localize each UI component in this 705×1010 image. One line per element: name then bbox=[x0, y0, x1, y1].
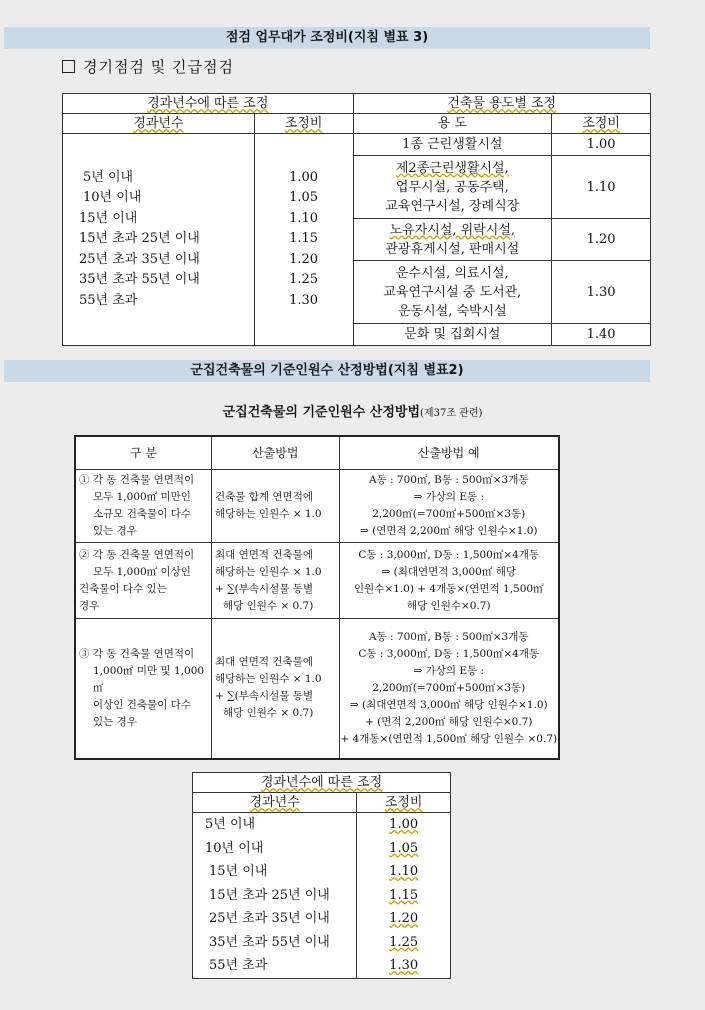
section-band-cluster-building: 군집건축물의 기준인원수 산정방법(지침 별표2) bbox=[4, 360, 650, 382]
header-example: 산출방법 예 bbox=[339, 436, 559, 470]
col-adj2-header: 조정비 bbox=[552, 114, 651, 134]
header-method: 산출방법 bbox=[212, 436, 339, 470]
use-row-4: 운수시설, 의료시설, 교육연구시설 중 도서관, 운동시설, 숙박시설 bbox=[353, 261, 552, 324]
subheading-text: 경기점검 및 긴급점검 bbox=[83, 58, 234, 76]
use-row-3: 노유자시설, 위락시설, 관광휴게시설, 판매시설 bbox=[353, 219, 552, 261]
row2-category: ② 각 동 건축물 연면적이 모두 1,000㎡ 이상인 건축물이 다수 있는 경우 bbox=[75, 543, 212, 619]
use-ratio-2: 1.10 bbox=[552, 156, 651, 219]
cluster-table-title: 군집건축물의 기준인원수 산정방법(제37조 관련) bbox=[222, 405, 483, 420]
row1-category: ① 각 동 건축물 연면적이 모두 1,000㎡ 미만인 소규모 건축물이 다수 있는 경우 bbox=[75, 470, 212, 543]
use-row-5: 문화 및 집회시설 bbox=[353, 324, 552, 346]
t3-title: 경과년수에 따른 조정 bbox=[193, 773, 451, 793]
t3-values-list: 1.00 1.05 1.10 1.15 1.20 1.25 1.30 bbox=[357, 813, 451, 979]
row2-method: 최대 연면적 건축물에 해당하는 인원수 × 1.0 + ∑(부속시설물 동별 해당 인원수 × 0.7) bbox=[212, 543, 339, 619]
row3-method: 최대 연면적 건축물에 해당하는 인원수 × 1.0 + ∑(부속시설물 동별 해당 인원수 × 0.7) bbox=[212, 619, 339, 759]
t3-col-years: 경과년수 bbox=[193, 793, 357, 813]
header-category: 구 분 bbox=[75, 436, 212, 470]
elapsed-years-table bbox=[192, 772, 451, 979]
t3-years-list: 5년 이내 10년 이내 15년 이내 15년 초과 25년 이내 25년 초과 35년 이내 35년 초과 55년 이내 55년 초과 bbox=[193, 813, 357, 979]
use-row-2: 제2종근린생활시설, 업무시설, 공동주택, 교육연구시설, 장례식장 bbox=[353, 156, 552, 219]
use-row-1: 1종 근린생활시설 bbox=[353, 134, 552, 156]
row3-example: A동 : 700㎡, B동 : 500㎡×3개동 C동 : 3,000㎡, D동 : 1,500㎡×4개동 ⇒ 가상의 E동 : 2,200㎡(=700㎡+500㎡×3동) ⇒ (최대연면적 3,000㎡ 해당 인원수×1.0) + (면적 2,200㎡ 해당 인원수×0.7) + 4개동×(연면적 1,500㎡ 해당 인원수 ×0.7) bbox=[339, 619, 559, 759]
use-ratio-5: 1.40 bbox=[552, 324, 651, 346]
col-use-header: 용 도 bbox=[353, 114, 552, 134]
year-ratios-list: 1.00 1.05 1.10 1.15 1.20 1.25 1.30 bbox=[254, 134, 353, 346]
section-band-inspection-fee: 점검 업무대가 조정비(지침 별표 3) bbox=[4, 27, 650, 49]
row2-example: C동 : 3,000㎡, D동 : 1,500㎡×4개동 ⇒ (최대연면적 3,000㎡ 해당 인원수×1.0) + 4개동×(연면적 1,500㎡ 해당 인원수×0.7) bbox=[339, 543, 559, 619]
row1-example: A동 : 700㎡, B동 : 500㎡×3개동 ⇒ 가상의 E동 : 2,200㎡(=700㎡+500㎡×3동) ⇒ (연면적 2,200㎡ 해당 인원수×1.0) bbox=[339, 470, 559, 543]
t3-col-adj: 조정비 bbox=[357, 793, 451, 813]
adjustment-table bbox=[62, 93, 651, 346]
use-ratio-1: 1.00 bbox=[552, 134, 651, 156]
left-table-title: 경과년수에 따른 조정 bbox=[63, 94, 354, 114]
row1-method: 건축물 합계 연면적에 해당하는 인원수 × 1.0 bbox=[212, 470, 339, 543]
checkbox-square-icon bbox=[62, 60, 75, 73]
subheading bbox=[62, 56, 234, 77]
years-list: 5년 이내 10년 이내 15년 이내 15년 초과 25년 이내 25년 초과 35년 이내 35년 초과 55년 이내 55년 초과 bbox=[63, 134, 255, 346]
col-years-header: 경과년수 bbox=[63, 114, 255, 134]
row3-category: ③ 각 동 건축물 연면적이 1,000㎡ 미만 및 1,000㎡ 이상인 건축물이 다수 있는 경우 bbox=[75, 619, 212, 759]
cluster-method-table bbox=[74, 435, 560, 760]
col-adj-header: 조정비 bbox=[254, 114, 353, 134]
use-ratio-3: 1.20 bbox=[552, 219, 651, 261]
right-table-title: 건축물 용도별 조정 bbox=[353, 94, 650, 114]
use-ratio-4: 1.30 bbox=[552, 261, 651, 324]
